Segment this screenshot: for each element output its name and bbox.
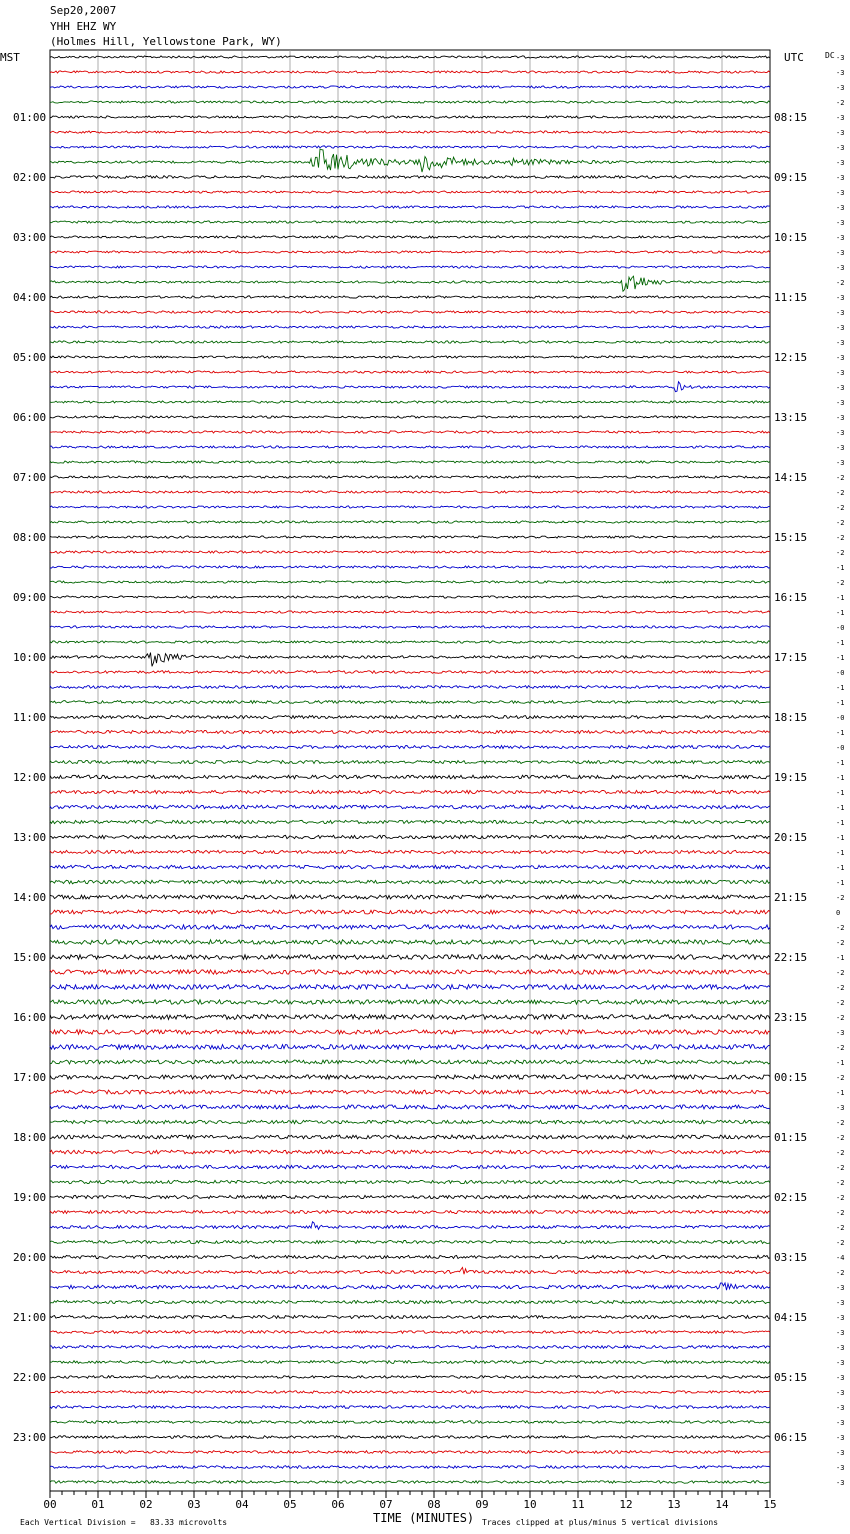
dc-offset-label: -1 (836, 1059, 845, 1067)
seismogram-trace-76 (50, 1195, 770, 1198)
dc-offset-label: -3 (836, 249, 845, 257)
x-tick-label: 08 (427, 1498, 441, 1511)
left-hour-label: 13:00 (13, 831, 47, 844)
right-hour-label: 17:15 (774, 651, 808, 664)
right-hour-label: 01:15 (774, 1131, 808, 1144)
seismogram-trace-45 (50, 731, 770, 734)
seismogram-trace-81 (50, 1267, 770, 1274)
seismogram-trace-20 (50, 356, 770, 358)
dc-offset-label: -3 (836, 219, 845, 227)
left-hour-label: 01:00 (13, 111, 47, 124)
x-tick-label: 15 (763, 1498, 777, 1511)
x-tick-label: 09 (475, 1498, 489, 1511)
seismogram-trace-36 (50, 596, 770, 598)
seismogram-trace-15 (50, 276, 770, 291)
dc-offset-label: -0 (836, 744, 845, 752)
seismogram-trace-86 (50, 1346, 770, 1349)
dc-offset-label: -3 (836, 294, 845, 302)
dc-offset-label: -3 (836, 459, 845, 467)
dc-offset-label: -3 (836, 429, 845, 437)
right-hour-label: 00:15 (774, 1071, 808, 1084)
dc-label: DC (825, 51, 835, 60)
seismogram-trace-3 (50, 101, 770, 103)
right-hour-label: 14:15 (774, 471, 808, 484)
seismogram-trace-0 (50, 56, 770, 58)
dc-offset-label: -3 (836, 354, 845, 362)
dc-offset-label: -2 (836, 1074, 845, 1082)
dc-offset-label: -1 (836, 654, 845, 662)
seismogram-trace-62 (50, 985, 770, 990)
scale-note: Each Vertical Division = 83.33 microvolts (20, 1518, 228, 1527)
dc-offset-label: -2 (836, 519, 845, 527)
clip-note: Traces clipped at plus/minus 5 vertical divisions (482, 1518, 719, 1527)
seismogram-trace-18 (50, 326, 770, 328)
dc-offset-label: -1 (836, 864, 845, 872)
left-hour-label: 10:00 (13, 651, 47, 664)
dc-offset-label: -2 (836, 99, 845, 107)
seismogram-trace-11 (50, 221, 770, 223)
right-hour-label: 09:15 (774, 171, 808, 184)
seismogram-trace-70 (50, 1105, 770, 1109)
seismogram-trace-59 (50, 940, 770, 944)
seismogram-trace-17 (50, 311, 770, 313)
dc-offset-label: -3 (836, 1479, 845, 1487)
right-hour-label: 12:15 (774, 351, 808, 364)
seismogram-trace-16 (50, 296, 770, 298)
dc-offset-label: -3 (836, 1464, 845, 1472)
x-tick-label: 03 (187, 1498, 201, 1511)
dc-offset-label: -2 (836, 1194, 845, 1202)
seismogram-trace-66 (50, 1045, 770, 1050)
seismogram-trace-35 (50, 581, 770, 583)
dc-offset-label: -1 (836, 759, 845, 767)
right-hour-label: 03:15 (774, 1251, 808, 1264)
dc-offset-label: -1 (836, 954, 845, 962)
left-hour-label: 16:00 (13, 1011, 47, 1024)
seismogram-trace-40 (50, 653, 770, 667)
dc-offset-label: -3 (836, 129, 845, 137)
dc-offset-label: -2 (836, 579, 845, 587)
seismogram-trace-32 (50, 536, 770, 538)
seismogram-trace-87 (50, 1361, 770, 1364)
dc-offset-label: -2 (836, 1044, 845, 1052)
seismogram-trace-61 (50, 970, 770, 974)
dc-offset-label: -2 (836, 1179, 845, 1187)
seismogram-trace-82 (50, 1283, 770, 1290)
seismogram-trace-13 (50, 251, 770, 253)
right-hour-label: 13:15 (774, 411, 808, 424)
seismogram-trace-26 (50, 446, 770, 448)
left-hour-label: 22:00 (13, 1371, 47, 1384)
dc-offset-label: -3 (836, 144, 845, 152)
left-hour-label: 21:00 (13, 1311, 47, 1324)
seismogram-trace-84 (50, 1316, 770, 1319)
dc-offset-label: -0 (836, 624, 845, 632)
seismogram-trace-50 (50, 805, 770, 809)
dc-offset-label: -1 (836, 609, 845, 617)
right-hour-label: 02:15 (774, 1191, 808, 1204)
dc-offset-label: -3 (836, 1344, 845, 1352)
x-tick-label: 14 (715, 1498, 729, 1511)
dc-offset-label: -3 (836, 1314, 845, 1322)
right-timezone-label: UTC (784, 51, 804, 64)
dc-offset-label: -1 (836, 804, 845, 812)
dc-offset-label: -3 (836, 1449, 845, 1457)
dc-offset-label: -2 (836, 1209, 845, 1217)
seismogram-trace-10 (50, 206, 770, 208)
right-hour-label: 18:15 (774, 711, 808, 724)
dc-offset-label: -2 (836, 504, 845, 512)
seismogram-trace-91 (50, 1421, 770, 1424)
seismogram-trace-60 (50, 955, 770, 960)
left-hour-label: 14:00 (13, 891, 47, 904)
dc-offset-label: -3 (836, 1389, 845, 1397)
dc-offset-label: -4 (836, 1254, 845, 1262)
dc-offset-label: -2 (836, 1149, 845, 1157)
dc-offset-label: -1 (836, 699, 845, 707)
seismogram-trace-51 (50, 820, 770, 823)
seismogram-trace-41 (50, 671, 770, 674)
seismogram-trace-39 (50, 641, 770, 643)
dc-offset-label: -1 (836, 819, 845, 827)
left-hour-label: 20:00 (13, 1251, 47, 1264)
seismogram-trace-55 (50, 880, 770, 884)
left-hour-label: 08:00 (13, 531, 47, 544)
dc-offset-label: -0 (836, 714, 845, 722)
dc-offset-label: -3 (836, 399, 845, 407)
right-hour-label: 15:15 (774, 531, 808, 544)
seismogram-trace-80 (50, 1255, 770, 1258)
dc-offset-label: -1 (836, 879, 845, 887)
dc-offset-label: -2 (836, 894, 845, 902)
left-hour-label: 18:00 (13, 1131, 47, 1144)
x-tick-label: 11 (571, 1498, 585, 1511)
left-hour-label: 04:00 (13, 291, 47, 304)
seismogram-trace-21 (50, 371, 770, 373)
seismogram-trace-7 (50, 149, 770, 172)
seismogram-trace-8 (50, 176, 770, 179)
left-hour-label: 23:00 (13, 1431, 47, 1444)
seismogram-trace-79 (50, 1241, 770, 1244)
seismogram-trace-64 (50, 1015, 770, 1020)
dc-offset-label: -3 (836, 384, 845, 392)
seismogram-trace-68 (50, 1075, 770, 1079)
dc-offset-label: -2 (836, 279, 845, 287)
seismogram-trace-94 (50, 1466, 770, 1469)
dc-offset-label: -2 (836, 984, 845, 992)
dc-offset-label: -2 (836, 1269, 845, 1277)
left-timezone-label: MST (0, 51, 20, 64)
seismogram-trace-52 (50, 835, 770, 839)
x-tick-label: 02 (139, 1498, 153, 1511)
seismogram-trace-65 (50, 1030, 770, 1034)
seismogram-trace-4 (50, 116, 770, 118)
left-hour-label: 02:00 (13, 171, 47, 184)
dc-offset-label: -2 (836, 1134, 845, 1142)
x-tick-label: 05 (283, 1498, 297, 1511)
seismogram-trace-34 (50, 566, 770, 568)
seismogram-trace-71 (50, 1120, 770, 1124)
seismogram-trace-48 (50, 775, 770, 779)
seismogram-trace-93 (50, 1451, 770, 1454)
seismogram-trace-53 (50, 850, 770, 853)
right-hour-label: 06:15 (774, 1431, 808, 1444)
seismogram-trace-19 (50, 341, 770, 343)
dc-offset-label: -3 (836, 324, 845, 332)
seismogram-trace-25 (50, 431, 770, 433)
seismogram-trace-43 (50, 701, 770, 704)
dc-offset-label: -1 (836, 564, 845, 572)
dc-offset-label: -2 (836, 969, 845, 977)
seismogram-trace-42 (50, 686, 770, 689)
x-tick-label: 00 (43, 1498, 57, 1511)
header-date: Sep20,2007 (50, 4, 117, 17)
dc-offset-label: -3 (836, 1284, 845, 1292)
seismogram-trace-28 (50, 476, 770, 478)
seismogram-trace-49 (50, 790, 770, 793)
seismogram-trace-77 (50, 1211, 770, 1214)
x-tick-label: 04 (235, 1498, 249, 1511)
right-hour-label: 08:15 (774, 111, 808, 124)
right-hour-label: 23:15 (774, 1011, 808, 1024)
seismogram-trace-46 (50, 746, 770, 749)
dc-offset-label: -1 (836, 1089, 845, 1097)
seismogram-trace-47 (50, 761, 770, 764)
left-hour-label: 07:00 (13, 471, 47, 484)
dc-offset-label: -3 (836, 84, 845, 92)
seismogram-trace-63 (50, 1000, 770, 1004)
seismogram-trace-90 (50, 1406, 770, 1409)
seismogram-trace-24 (50, 416, 770, 418)
dc-offset-label: -1 (836, 834, 845, 842)
dc-offset-label: -3 (836, 1104, 845, 1112)
seismogram-trace-85 (50, 1331, 770, 1334)
seismogram-trace-95 (50, 1481, 770, 1484)
right-hour-label: 11:15 (774, 291, 808, 304)
left-hour-label: 19:00 (13, 1191, 47, 1204)
dc-offset-label: -2 (836, 999, 845, 1007)
dc-offset-label: -0 (836, 669, 845, 677)
left-hour-label: 05:00 (13, 351, 47, 364)
dc-offset-label: -1 (836, 729, 845, 737)
dc-offset-label: -1 (836, 774, 845, 782)
seismogram-trace-1 (50, 71, 770, 73)
right-hour-label: 10:15 (774, 231, 808, 244)
dc-offset-label: -3 (836, 69, 845, 77)
right-hour-label: 20:15 (774, 831, 808, 844)
seismogram-trace-58 (50, 925, 770, 929)
dc-offset-label: -3 (836, 444, 845, 452)
dc-offset-label: -1 (836, 594, 845, 602)
dc-offset-label: -3 (836, 54, 845, 62)
dc-offset-label: -3 (836, 264, 845, 272)
dc-offset-label: -2 (836, 534, 845, 542)
seismogram-trace-9 (50, 191, 770, 193)
dc-offset-label: -3 (836, 414, 845, 422)
dc-offset-label: -1 (836, 789, 845, 797)
dc-offset-label: -2 (836, 489, 845, 497)
x-tick-label: 10 (523, 1498, 537, 1511)
left-hour-label: 06:00 (13, 411, 47, 424)
dc-offset-label: -2 (836, 924, 845, 932)
seismogram-trace-38 (50, 626, 770, 628)
x-tick-label: 07 (379, 1498, 393, 1511)
dc-offset-label: -2 (836, 939, 845, 947)
seismogram-trace-27 (50, 461, 770, 463)
dc-offset-label: -3 (836, 204, 845, 212)
x-axis-label: TIME (MINUTES) (373, 1511, 475, 1525)
left-hour-label: 11:00 (13, 711, 47, 724)
left-hour-label: 09:00 (13, 591, 47, 604)
seismogram-trace-23 (50, 401, 770, 403)
seismogram-trace-22 (50, 382, 770, 392)
dc-offset-label: -3 (836, 339, 845, 347)
dc-offset-label: -3 (836, 159, 845, 167)
seismogram-trace-37 (50, 611, 770, 613)
dc-offset-label: -3 (836, 1374, 845, 1382)
dc-offset-label: -2 (836, 1014, 845, 1022)
dc-offset-label: -3 (836, 1434, 845, 1442)
seismogram-trace-75 (50, 1180, 770, 1183)
right-hour-label: 22:15 (774, 951, 808, 964)
right-hour-label: 04:15 (774, 1311, 808, 1324)
seismogram-trace-14 (50, 266, 770, 268)
dc-offset-label: -2 (836, 549, 845, 557)
left-hour-label: 03:00 (13, 231, 47, 244)
dc-offset-label: -3 (836, 234, 845, 242)
seismogram-trace-69 (50, 1090, 770, 1094)
x-tick-label: 06 (331, 1498, 345, 1511)
seismogram-trace-29 (50, 491, 770, 493)
dc-offset-label: 0 (836, 909, 841, 917)
seismogram-trace-83 (50, 1301, 770, 1304)
seismogram-trace-33 (50, 551, 770, 553)
dc-offset-label: -2 (836, 1164, 845, 1172)
seismogram-trace-92 (50, 1436, 770, 1439)
dc-offset-label: -1 (836, 849, 845, 857)
seismogram-trace-31 (50, 521, 770, 523)
header-station: YHH EHZ WY (50, 20, 117, 33)
dc-offset-label: -3 (836, 309, 845, 317)
dc-offset-label: -2 (836, 1224, 845, 1232)
seismogram-trace-67 (50, 1060, 770, 1064)
seismogram-trace-88 (50, 1376, 770, 1379)
x-tick-label: 13 (667, 1498, 681, 1511)
seismogram-trace-57 (50, 910, 770, 914)
left-hour-label: 17:00 (13, 1071, 47, 1084)
right-hour-label: 19:15 (774, 771, 808, 784)
seismogram-trace-89 (50, 1391, 770, 1394)
seismogram-trace-56 (50, 895, 770, 899)
right-hour-label: 05:15 (774, 1371, 808, 1384)
left-hour-label: 12:00 (13, 771, 47, 784)
seismogram-trace-12 (50, 236, 770, 238)
dc-offset-label: -3 (836, 1029, 845, 1037)
seismogram-trace-5 (50, 131, 770, 133)
dc-offset-label: -2 (836, 1119, 845, 1127)
dc-offset-label: -3 (836, 1419, 845, 1427)
dc-offset-label: -1 (836, 684, 845, 692)
x-tick-label: 12 (619, 1498, 633, 1511)
seismogram-trace-73 (50, 1150, 770, 1154)
seismogram-trace-6 (50, 146, 770, 148)
dc-offset-label: -2 (836, 1239, 845, 1247)
seismogram-trace-74 (50, 1165, 770, 1169)
right-hour-label: 21:15 (774, 891, 808, 904)
seismogram-trace-44 (50, 716, 770, 719)
seismogram-trace-54 (50, 865, 770, 869)
x-tick-label: 01 (91, 1498, 105, 1511)
seismogram-trace-78 (50, 1222, 770, 1230)
seismogram-trace-30 (50, 506, 770, 508)
left-hour-label: 15:00 (13, 951, 47, 964)
dc-offset-label: -1 (836, 639, 845, 647)
dc-offset-label: -3 (836, 189, 845, 197)
dc-offset-label: -3 (836, 174, 845, 182)
dc-offset-label: -2 (836, 474, 845, 482)
seismogram-trace-72 (50, 1135, 770, 1139)
dc-offset-label: -3 (836, 1359, 845, 1367)
dc-offset-label: -3 (836, 1299, 845, 1307)
header-location: (Holmes Hill, Yellowstone Park, WY) (50, 35, 282, 48)
right-hour-label: 16:15 (774, 591, 808, 604)
dc-offset-label: -3 (836, 114, 845, 122)
dc-offset-label: -3 (836, 1329, 845, 1337)
dc-offset-label: -3 (836, 369, 845, 377)
seismogram-trace-2 (50, 86, 770, 88)
dc-offset-label: -3 (836, 1404, 845, 1412)
